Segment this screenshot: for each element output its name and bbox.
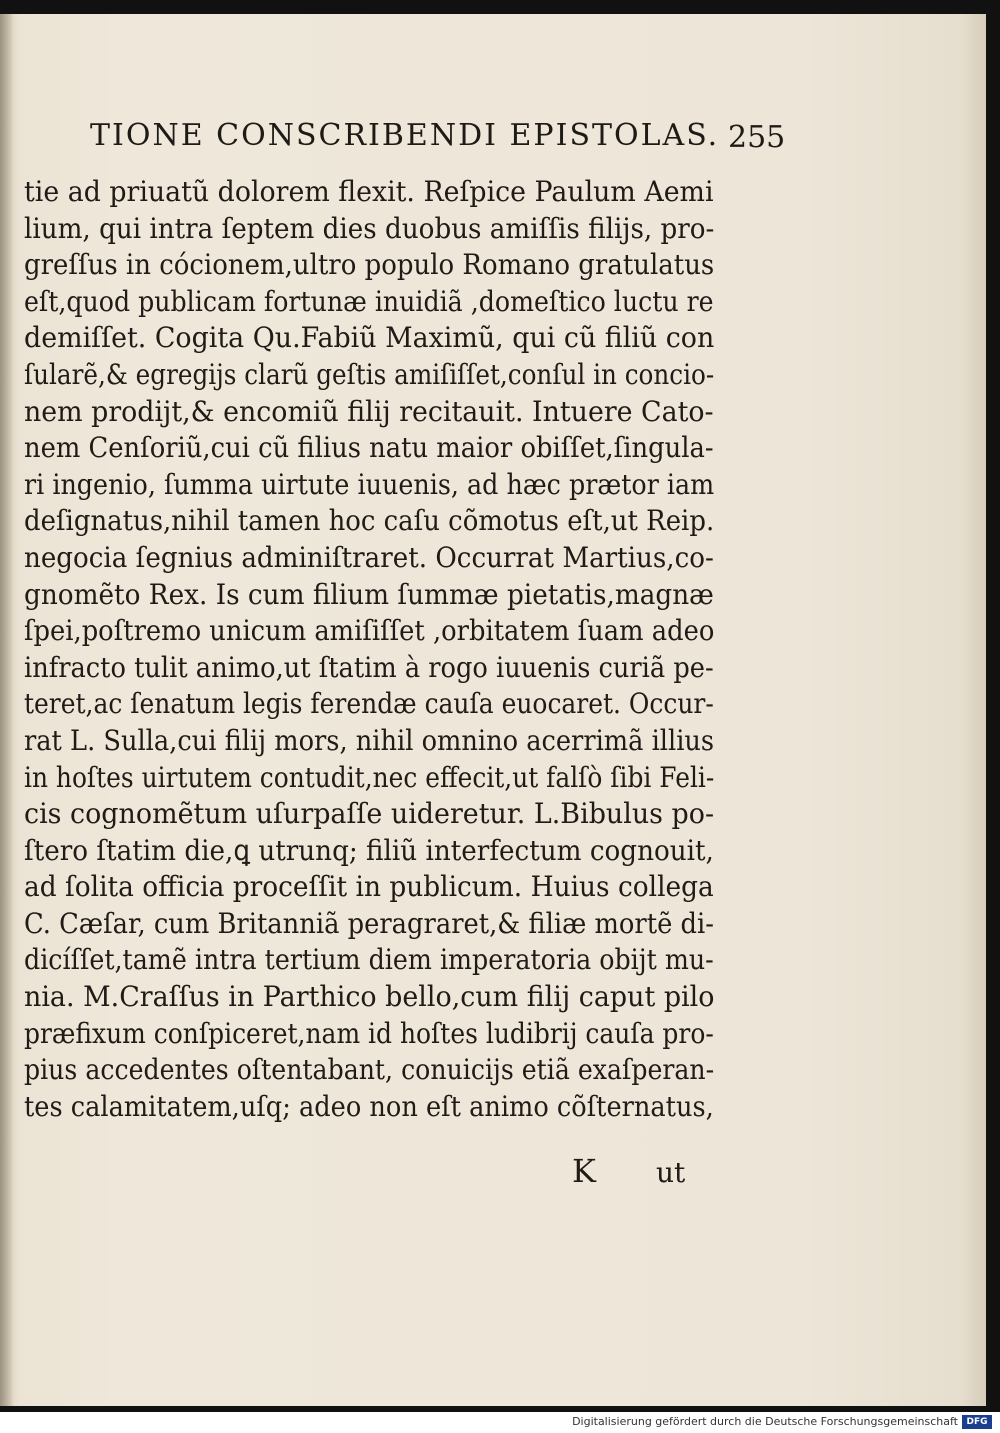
text-line: lium, qui intra ſeptem dies duobus amiſſis filijs, pro- <box>24 211 715 245</box>
signature-mark: K <box>572 1152 596 1190</box>
text-line: demiſſet. Cogita Qu.Fabiũ Maximũ, qui cũ filiũ con <box>24 321 715 355</box>
text-line: infracto tulit animo,ut ſtatim à rogo iuuenis curiã pe- <box>24 650 714 684</box>
footer-bar <box>0 1412 1000 1433</box>
text-line: ad ſolita officia proceſſit in publicum. Huius collega <box>24 870 714 904</box>
text-line: dicíſſet,tamẽ intra tertium diem imperatoria obijt mu- <box>24 943 714 977</box>
text-line: in hoſtes uirtutem contudit,nec effecit,ut falſò ſibi Feli- <box>24 760 715 794</box>
text-line: gnomẽto Rex. Is cum filium ſummæ pietatis,magnæ <box>24 577 714 611</box>
text-line: rat L. Sulla,cui filij mors, nihil omnino acerrimã illius <box>24 723 715 757</box>
text-line: nem Cenſoriũ,cui cũ filius natu maior obiſſet,ſingula- <box>24 431 714 465</box>
text-line: ſpei,poſtremo unicum amiſiſſet ,orbitatem ſuam adeo <box>24 614 715 648</box>
text-line: pius accedentes oſtentabant, conuicijs etiã exaſperan- <box>24 1053 715 1087</box>
running-head: TIONE CONSCRIBENDI EPISTOLAS. <box>90 118 720 153</box>
text-line: præfixum conſpiceret,nam id hoſtes ludibrij cauſa pro- <box>24 1016 714 1050</box>
text-line: tes calamitatem,uſq; adeo non eſt animo cõſternatus, <box>24 1089 714 1123</box>
text-line: nia. M.Craſſus in Parthico bello,cum filij caput pilo <box>24 980 715 1014</box>
text-line: teret,ac ſenatum legis ferendæ cauſa euocaret. Occur- <box>24 687 714 721</box>
gutter-shadow <box>0 14 14 1406</box>
folio-number: 255 <box>728 120 786 155</box>
text-line: eſt,quod publicam fortunæ inuidiã ,domeſtico luctu re <box>24 284 714 318</box>
text-line: negocia ſegnius adminiſtraret. Occurrat Martius,co- <box>24 540 714 574</box>
text-line: deſignatus,nihil tamen hoc caſu cõmotus eſt,ut Reip. <box>24 504 715 538</box>
text-line: cis cognomẽtum uſurpaſſe uideretur. L.Bibulus po- <box>24 797 715 831</box>
dfg-logo-icon: DFG <box>962 1415 992 1429</box>
text-line: tie ad priuatũ dolorem flexit. Reſpice Paulum Aemi <box>24 175 714 208</box>
text-line: nem prodijt,& encomiũ filij recitauit. Intuere Cato- <box>24 394 714 428</box>
catchword: ut <box>656 1156 686 1189</box>
footer-credit: Digitalisierung gefördert durch die Deutsche Forschungsgemeinschaft <box>572 1415 958 1428</box>
book-page <box>0 14 986 1406</box>
text-line: ſularẽ,& egregijs clarũ geſtis amiſiſſet,conſul in concio- <box>24 357 715 391</box>
text-line: greſſus in cócionem,ultro populo Romano gratulatus <box>24 248 715 282</box>
text-line: C. Cæſar, cum Britanniã peragraret,& filiæ mortẽ di- <box>24 906 714 940</box>
text-line: ſtero ſtatim die,ꝗ utrunq; filiũ interfectum cognouit, <box>24 833 714 867</box>
body-text <box>24 174 724 1125</box>
text-line: ri ingenio, ſumma uirtute iuuenis, ad hæc prætor iam <box>24 467 715 501</box>
